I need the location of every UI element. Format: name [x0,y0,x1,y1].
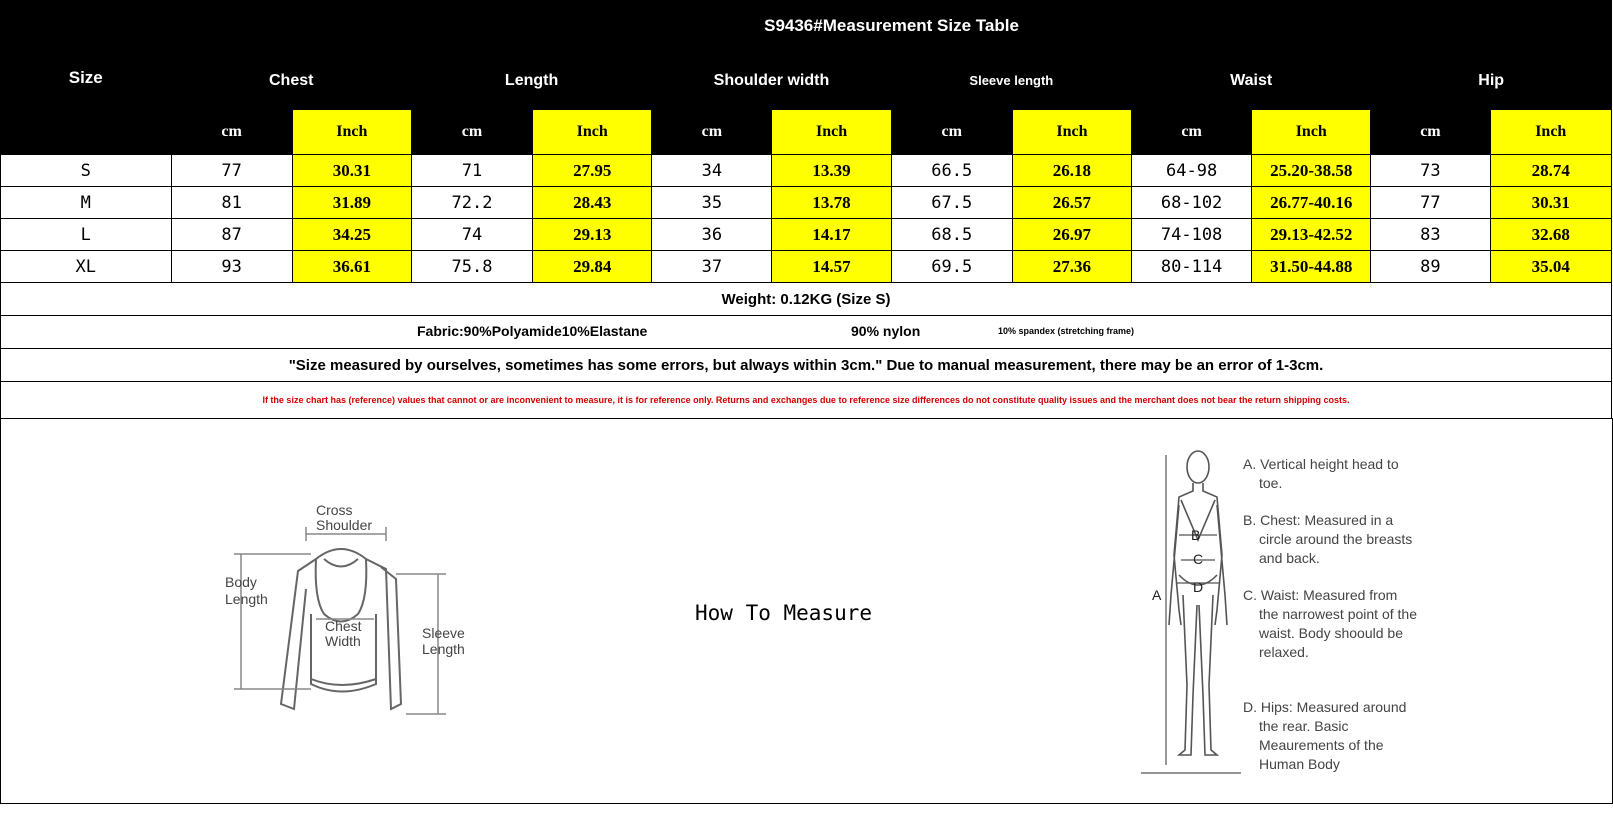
size-column-header: Size [1,1,172,155]
inch-value: 28.74 [1490,155,1612,187]
cm-value: 64-98 [1132,155,1252,187]
size-label: L [1,219,172,251]
cm-value: 67.5 [891,187,1012,219]
unit-inch: Inch [533,110,652,155]
cm-value: 81 [171,187,292,219]
human-body-icon [1169,451,1227,755]
cm-value: 87 [171,219,292,251]
chest-label-1: Chest [325,618,362,634]
unit-cm: cm [1371,110,1490,155]
measure-header-chest: Chest [171,52,411,110]
measure-header-waist: Waist [1132,52,1371,110]
weight-info: Weight: 0.12KG (Size S) [1,283,1612,316]
inch-value: 31.50-44.88 [1252,251,1371,283]
sleeve-label-2: Length [422,641,465,657]
table-row [1,219,1612,251]
cm-value: 36 [652,219,772,251]
unit-cm: cm [1132,110,1252,155]
unit-inch: Inch [1252,110,1371,155]
cross-label-1: Cross [316,502,353,518]
legend-a: A. Vertical height head to toe. [1243,456,1399,491]
unit-cm: cm [171,110,292,155]
cm-value: 73 [1371,155,1490,187]
cm-value: 75.8 [411,251,532,283]
inch-value: 35.04 [1490,251,1612,283]
fabric-nylon: 90% nylon [851,323,921,339]
table-row [1,251,1612,283]
inch-value: 25.20-38.58 [1252,155,1371,187]
inch-value: 31.89 [292,187,411,219]
cm-value: 68-102 [1132,187,1252,219]
cm-value: 93 [171,251,292,283]
cm-value: 37 [652,251,772,283]
legend-d: D. Hips: Measured around the rear. Basic Meaurements of the Human Body [1243,699,1407,772]
cm-value: 77 [1371,187,1490,219]
measure-header-length: Length [411,52,651,110]
inch-value: 29.13-42.52 [1252,219,1371,251]
unit-cm: cm [652,110,772,155]
marker-b: B [1191,527,1201,543]
sweater-diagram [216,479,486,719]
body-label-2: Length [225,591,268,607]
unit-cm: cm [411,110,532,155]
inch-value: 27.95 [533,155,652,187]
inch-value: 30.31 [1490,187,1612,219]
cm-value: 66.5 [891,155,1012,187]
measurement-note: "Size measured by ourselves, sometimes has some errors, but always within 3cm." Due to manual measurement, there may be an error of 1-3cm. [1,349,1612,382]
size-label: XL [1,251,172,283]
cm-value: 89 [1371,251,1490,283]
sleeve-label-1: Sleeve [422,625,465,641]
inch-value: 34.25 [292,219,411,251]
cm-value: 34 [652,155,772,187]
inch-value: 26.57 [1012,187,1131,219]
measure-header-sleeve: Sleeve length [891,52,1131,110]
chest-label-2: Width [325,633,361,649]
inch-value: 14.17 [772,219,891,251]
cm-value: 74 [411,219,532,251]
cm-value: 72.2 [411,187,532,219]
inch-value: 26.77-40.16 [1252,187,1371,219]
measure-header-hip: Hip [1371,52,1612,110]
inch-value: 26.18 [1012,155,1131,187]
cm-value: 68.5 [891,219,1012,251]
inch-value: 14.57 [772,251,891,283]
size-label: M [1,187,172,219]
inch-value: 27.36 [1012,251,1131,283]
measure-header-shoulder: Shoulder width [652,52,891,110]
how-to-measure-title: How To Measure [695,601,873,625]
unit-inch: Inch [1490,110,1612,155]
inch-value: 13.78 [772,187,891,219]
cm-value: 77 [171,155,292,187]
table-row [1,155,1612,187]
unit-inch: Inch [292,110,411,155]
fabric-info [1,316,1612,349]
inch-value: 36.61 [292,251,411,283]
legend-b: B. Chest: Measured in a circle around the breasts and back. [1243,512,1413,566]
inch-value: 29.13 [533,219,652,251]
body-figure [1141,445,1241,775]
marker-a: A [1152,587,1162,603]
inch-value: 13.39 [772,155,891,187]
reference-warning: If the size chart has (reference) values that cannot or are inconvenient to measure, it is for reference only. Returns and exchanges due to reference size differences do not constitute quality issues and the merchant does not bear the return shipping costs. [1,382,1612,419]
cm-value: 69.5 [891,251,1012,283]
marker-d: D [1193,579,1204,595]
marker-c: C [1193,551,1204,567]
inch-value: 26.97 [1012,219,1131,251]
fabric-composition: Fabric:90%Polyamide10%Elastane [417,323,648,339]
cm-value: 80-114 [1132,251,1252,283]
legend-c: C. Waist: Measured from the narrowest point of the waist. Body shoould be relaxed. [1243,587,1417,660]
table-title: S9436#Measurement Size Table [171,1,1611,52]
cross-label-2: Shoulder [316,517,373,533]
table-row [1,187,1612,219]
cm-value: 35 [652,187,772,219]
inch-value: 28.43 [533,187,652,219]
size-label: S [1,155,172,187]
cm-value: 83 [1371,219,1490,251]
inch-value: 32.68 [1490,219,1612,251]
cm-value: 74-108 [1132,219,1252,251]
fabric-spandex: 10% spandex (stretching frame) [998,326,1135,336]
unit-inch: Inch [772,110,891,155]
body-label-1: Body [225,574,257,590]
inch-value: 29.84 [533,251,652,283]
inch-value: 30.31 [292,155,411,187]
how-to-measure-panel [0,418,1613,804]
unit-inch: Inch [1012,110,1131,155]
unit-cm: cm [891,110,1012,155]
cm-value: 71 [411,155,532,187]
